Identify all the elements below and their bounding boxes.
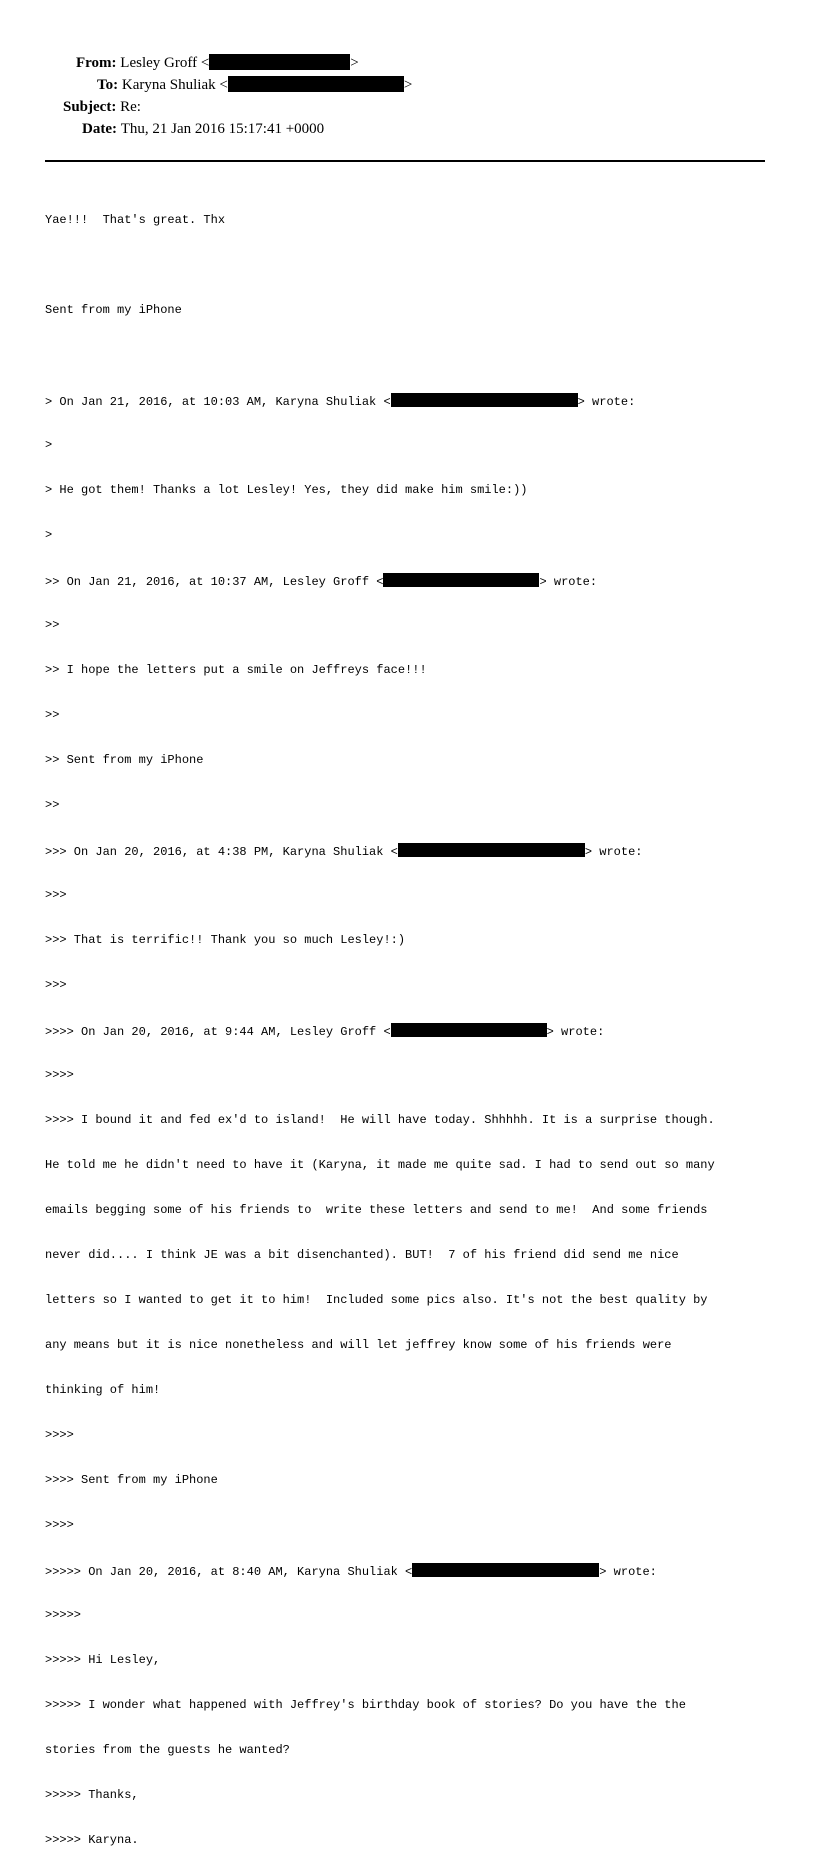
body-line: >>>>> Hi Lesley, — [45, 1653, 161, 1667]
body-line: >>>>> Thanks, — [45, 1788, 139, 1802]
from-row — [76, 53, 359, 73]
quote-header-text: >>>>> On Jan 20, 2016, at 8:40 AM, Karyna Shuliak < — [45, 1565, 413, 1579]
subject-row — [63, 97, 141, 117]
quote-header-line — [45, 393, 805, 408]
body-line: any means but it is nice nonetheless and will let jeffrey know some of his friends were — [45, 1338, 672, 1352]
to-row — [97, 75, 412, 95]
quote-header-end: > wrote: — [584, 845, 643, 859]
body-line: > He got them! Thanks a lot Lesley! Yes, they did make him smile:)) — [45, 483, 528, 497]
body-line: >>> That is terrific!! Thank you so much Lesley!:) — [45, 933, 406, 947]
body-line: >> — [45, 798, 60, 812]
to-label: To: — [97, 77, 119, 93]
body-line: > — [45, 528, 53, 542]
date-value: Thu, 21 Jan 2016 15:17:41 +0000 — [120, 121, 325, 137]
body-line: >>>> — [45, 1428, 74, 1442]
quote-header-text: > On Jan 21, 2016, at 10:03 AM, Karyna Shuliak < — [45, 395, 391, 409]
body-line: never did.... I think JE was a bit disenchanted). BUT! 7 of his friend did send me nice — [45, 1248, 679, 1262]
body-line: Yae!!! That's great. Thx — [45, 213, 226, 227]
body-line: >>>> — [45, 1518, 74, 1532]
to-value: Karyna Shuliak < — [121, 77, 228, 93]
from-label: From: — [76, 55, 117, 71]
from-end: > — [350, 55, 359, 71]
blank-line — [45, 348, 805, 363]
body-line: >>>> I bound it and fed ex'd to island! He will have today. Shhhhh. It is a surprise though. — [45, 1113, 715, 1127]
redaction-bar — [391, 393, 578, 407]
blank-line — [45, 258, 805, 273]
subject-label: Subject: — [63, 99, 117, 115]
body-line: thinking of him! — [45, 1383, 161, 1397]
body-line: >>>>> Karyna. — [45, 1833, 139, 1847]
quote-header-text: >> On Jan 21, 2016, at 10:37 AM, Lesley Groff < — [45, 575, 384, 589]
body-line: emails begging some of his friends to write these letters and send to me! And some friends — [45, 1203, 708, 1217]
header-divider — [45, 160, 765, 162]
body-line: > — [45, 438, 53, 452]
date-label: Date: — [82, 121, 117, 137]
redaction-bar — [228, 76, 404, 92]
redaction-bar — [398, 843, 585, 857]
quote-header-line — [45, 1023, 805, 1038]
body-line: >> — [45, 708, 60, 722]
redaction-bar — [383, 573, 539, 587]
body-line: >>>>> — [45, 1608, 82, 1622]
quote-header-line — [45, 1563, 805, 1578]
body-line: >>> — [45, 888, 67, 902]
quote-header-line — [45, 843, 805, 858]
quote-header-end: > wrote: — [539, 575, 598, 589]
redaction-bar — [412, 1563, 599, 1577]
to-end: > — [403, 77, 413, 93]
body-line: >>>> — [45, 1068, 74, 1082]
body-line: letters so I wanted to get it to him! Included some pics also. It's not the best quality by — [45, 1293, 708, 1307]
email-body — [45, 183, 805, 1863]
redaction-bar — [209, 54, 350, 70]
quote-header-end: > wrote: — [546, 1025, 605, 1039]
body-line: Sent from my iPhone — [45, 303, 182, 317]
quote-header-end: > wrote: — [599, 1565, 657, 1579]
from-value: Lesley Groff < — [120, 55, 210, 71]
quote-header-text: >>>> On Jan 20, 2016, at 9:44 AM, Lesley Groff < — [45, 1025, 391, 1039]
body-line: >>>> Sent from my iPhone — [45, 1473, 218, 1487]
body-line: >> I hope the letters put a smile on Jeffreys face!!! — [45, 663, 427, 677]
body-line: stories from the guests he wanted? — [45, 1743, 290, 1757]
body-line: >> Sent from my iPhone — [45, 753, 204, 767]
quote-header-end: > wrote: — [577, 395, 636, 409]
quote-header-line — [45, 573, 805, 588]
subject-value: Re: — [120, 99, 141, 115]
body-line: He told me he didn't need to have it (Karyna, it made me quite sad. I had to send out so many — [45, 1158, 715, 1172]
redaction-bar — [391, 1023, 547, 1037]
body-line: >> — [45, 618, 60, 632]
quote-header-text: >>> On Jan 20, 2016, at 4:38 PM, Karyna Shuliak < — [45, 845, 398, 859]
date-row — [82, 119, 324, 139]
body-line: >>>>> I wonder what happened with Jeffrey's birthday book of stories? Do you have the the — [45, 1698, 686, 1712]
body-line: >>> — [45, 978, 67, 992]
